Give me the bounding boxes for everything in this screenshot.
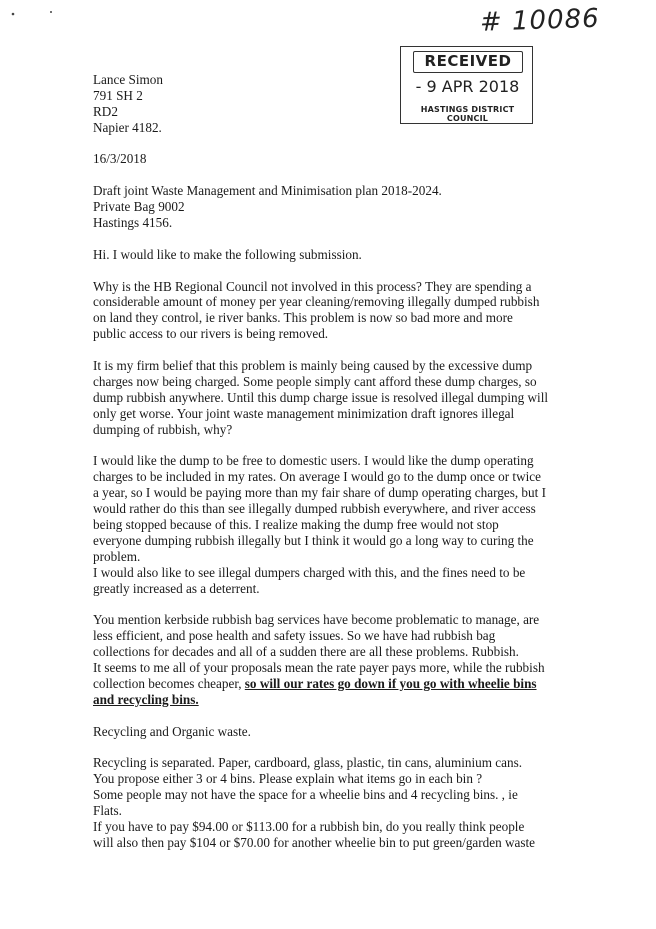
paragraph-line: If you have to pay $94.00 or $113.00 for a rubbish bin, do you really think people — [93, 818, 525, 834]
paragraph-kerbside-bags — [93, 612, 558, 707]
paragraph-line: considerable amount of money per year cleaning/removing illegally dumped rubbish — [93, 294, 540, 310]
speck-mark — [50, 11, 52, 13]
stamp-title: RECEIVED — [413, 51, 523, 73]
paragraph-line: Recycling is separated. Paper, cardboard, glass, plastic, tin cans, aluminium cans. — [93, 755, 523, 771]
emphasized-question: and recycling bins. — [93, 691, 199, 707]
paragraph-line: only get worse. Your joint waste management minimization draft ignores illegal — [93, 405, 515, 421]
paragraph-line: on land they control, ie river banks. This problem is now so bad more and more — [93, 310, 513, 326]
emphasized-question: so will our rates go down if you go with wheelie bins — [244, 675, 537, 691]
sender-address — [93, 72, 558, 136]
paragraph-free-dump — [93, 453, 558, 596]
letter-date: 16/3/2018 — [93, 151, 147, 167]
paragraph-line: problem. — [93, 548, 141, 564]
stamp-date: - 9 APR 2018 — [415, 77, 520, 96]
paragraph-line: You mention kerbside rubbish bag services have become problematic to manage, are — [93, 612, 540, 628]
plain-text: collection becomes cheaper, — [93, 675, 245, 691]
paragraph-line: Why is the HB Regional Council not involved in this process? They are spending a — [93, 278, 532, 294]
scan-specks — [8, 8, 68, 20]
paragraph-line: being stopped because of this. I realize making the dump free would not stop — [93, 516, 499, 532]
recipient-line: Private Bag 9002 — [93, 199, 185, 215]
paragraph-line: charges to be included in my rates. On average I would go to the dump once or twice — [93, 469, 541, 485]
paragraph-recycling — [93, 755, 558, 850]
paragraph-line: charges now being charged. Some people simply cant afford these dump charges, so — [93, 373, 537, 389]
recipient-line: Hastings 4156. — [93, 215, 173, 231]
paragraph-line: a year, so I would be paying more than my fair share of dump operating charges, but I — [93, 485, 546, 501]
handwritten-reference-number: # 10086 — [479, 3, 601, 38]
paragraph-line: everyone dumping rubbish illegally but I think it would go a long way to curing the — [93, 532, 534, 548]
sender-street: 791 SH 2 — [93, 87, 143, 103]
paragraph-line: Flats. — [93, 802, 122, 818]
paragraph-line: Some people may not have the space for a wheelie bins and 4 recycling bins. , ie — [93, 787, 518, 803]
paragraph-line: would rather do this than see illegally dumped rubbish everywhere, and river access — [93, 501, 536, 517]
paragraph-line: It is my firm belief that this problem is mainly being caused by the excessive dump — [93, 358, 533, 374]
sender-name: Lance Simon — [93, 72, 163, 87]
paragraph-line: greatly increased as a deterrent. — [93, 580, 260, 596]
greeting: Hi. I would like to make the following submission. — [93, 246, 362, 262]
paragraph-regional-council — [93, 279, 558, 343]
paragraph-line — [93, 692, 558, 708]
paragraph-line: less efficient, and pose health and safety issues. So we have had rubbish bag — [93, 628, 496, 644]
paragraph-line: will also then pay $104 or $70.00 for another wheelie bin to put green/garden waste — [93, 834, 536, 850]
speck-mark — [12, 13, 15, 16]
paragraph-line: collections for decades and all of a sudden there are all these problems. Rubbish. — [93, 644, 519, 660]
paragraph-dump-charges — [93, 358, 558, 437]
letter-body — [93, 72, 558, 851]
paragraph-line: I would like the dump to be free to domestic users. I would like the dump operating — [93, 453, 534, 469]
paragraph-line: dump rubbish anywhere. Until this dump charge issue is resolved illegal dumping will — [93, 389, 549, 405]
sender-city: Napier 4182. — [93, 119, 162, 135]
paragraph-line: You propose either 3 or 4 bins. Please explain what items go in each bin ? — [93, 771, 483, 787]
paragraph-line: I would also like to see illegal dumpers charged with this, and the fines need to be — [93, 564, 526, 580]
recipient-address — [93, 183, 558, 231]
paragraph-line — [93, 676, 558, 692]
section-heading: Recycling and Organic waste. — [93, 723, 251, 739]
paragraph-line: public access to our rivers is being removed. — [93, 326, 329, 342]
recipient-line: Draft joint Waste Management and Minimisation plan 2018-2024. — [93, 183, 442, 199]
sender-rd: RD2 — [93, 103, 118, 119]
paragraph-line: dumping of rubbish, why? — [93, 421, 233, 437]
paragraph-line: It seems to me all of your proposals mean the rate payer pays more, while the rubbish — [93, 659, 545, 675]
stamp-council: HASTINGS DISTRICT COUNCIL — [420, 105, 515, 123]
